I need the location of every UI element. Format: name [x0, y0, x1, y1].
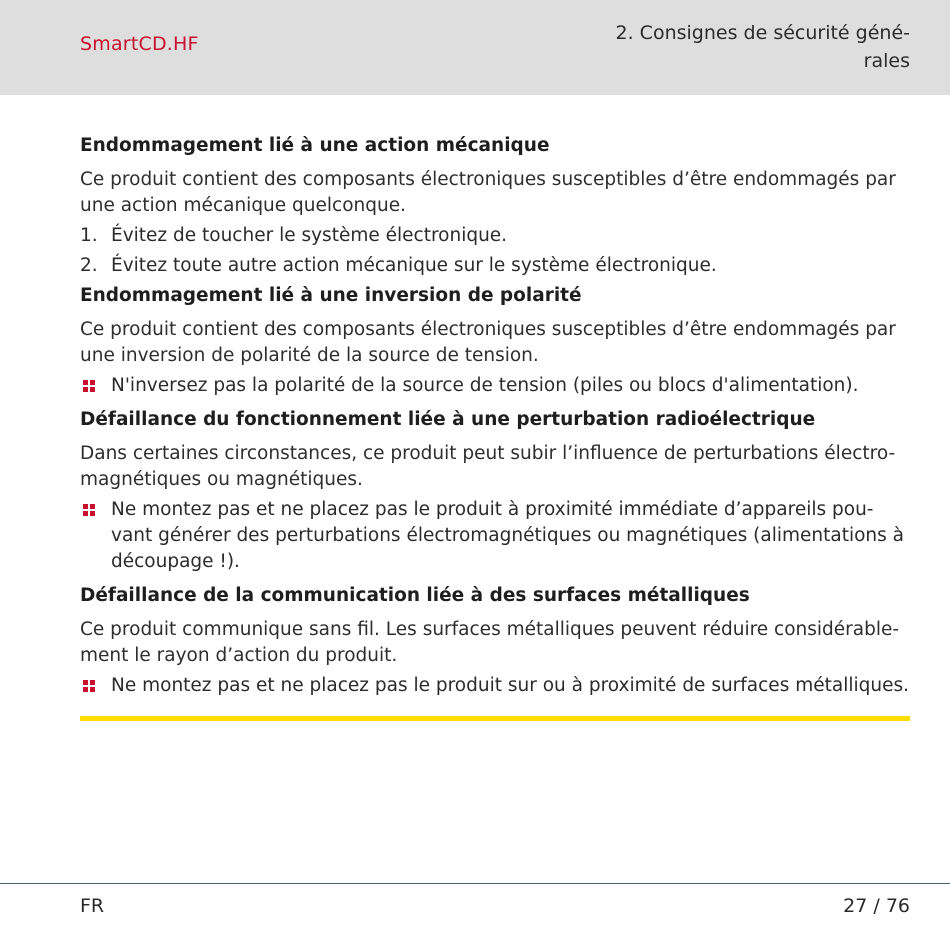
numbered-item [80, 223, 912, 249]
paragraph-line: ment le rayon d’action du produit. [80, 645, 398, 666]
bullet-line: découpage !). [111, 551, 240, 572]
bullet-line: Ne montez pas et ne placez pas le produit à proximité immédiate d’appareils pou- [111, 499, 874, 520]
chapter-title [590, 19, 910, 75]
bullet-line: Ne montez pas et ne placez pas le produit sur ou à proximité de surfaces métalliques. [111, 675, 909, 696]
item-number: 1. [80, 225, 98, 246]
page-header [0, 0, 950, 95]
page-number: 27 / 76 [843, 895, 910, 917]
section-paragraph [80, 317, 912, 369]
section-paragraph [80, 167, 912, 219]
section-heading: Défaillance de la communication liée à des surfaces métalliques [80, 585, 750, 606]
section-heading: Défaillance du fonctionnement liée à une perturbation radioélectrique [80, 409, 816, 430]
section-paragraph [80, 441, 912, 493]
bullet-item [80, 497, 912, 575]
page-content [80, 133, 912, 707]
square-grid-bullet-icon [83, 680, 95, 692]
section-paragraph [80, 617, 912, 669]
item-number: 2. [80, 255, 98, 276]
item-text: Évitez toute autre action mécanique sur le système électronique. [111, 255, 717, 276]
section-end-rule [80, 716, 910, 721]
bullet-line: vant générer des perturbations électromagnétiques ou magnétiques (alimentations à [111, 525, 904, 546]
paragraph-line: Ce produit communique sans fil. Les surfaces métalliques peuvent réduire considérable- [80, 619, 900, 640]
bullet-item [80, 673, 912, 699]
paragraph-line: une action mécanique quelconque. [80, 195, 406, 216]
footer-divider [0, 883, 950, 884]
square-grid-bullet-icon [83, 380, 95, 392]
paragraph-line: une inversion de polarité de la source de tension. [80, 345, 539, 366]
paragraph-line: Ce produit contient des composants électroniques susceptibles d’être endommagés par [80, 319, 896, 340]
paragraph-line: magnétiques ou magnétiques. [80, 469, 363, 490]
bullet-item [80, 373, 912, 399]
section-heading: Endommagement lié à une action mécanique [80, 135, 550, 156]
brand-title: SmartCD.HF [80, 33, 199, 55]
footer-language: FR [80, 895, 105, 917]
paragraph-line: Ce produit contient des composants électroniques susceptibles d’être endommagés par [80, 169, 896, 190]
chapter-title-line: 2. Consignes de sécurité géné- [615, 22, 910, 44]
numbered-item [80, 253, 912, 279]
bullet-line: N'inversez pas la polarité de la source de tension (piles ou blocs d'alimentation). [111, 375, 859, 396]
square-grid-bullet-icon [83, 504, 95, 516]
item-text: Évitez de toucher le système électronique. [111, 225, 508, 246]
section-heading: Endommagement lié à une inversion de polarité [80, 285, 582, 306]
paragraph-line: Dans certaines circonstances, ce produit peut subir l’influence de perturbations électro- [80, 443, 896, 464]
chapter-title-line: rales [863, 50, 910, 72]
